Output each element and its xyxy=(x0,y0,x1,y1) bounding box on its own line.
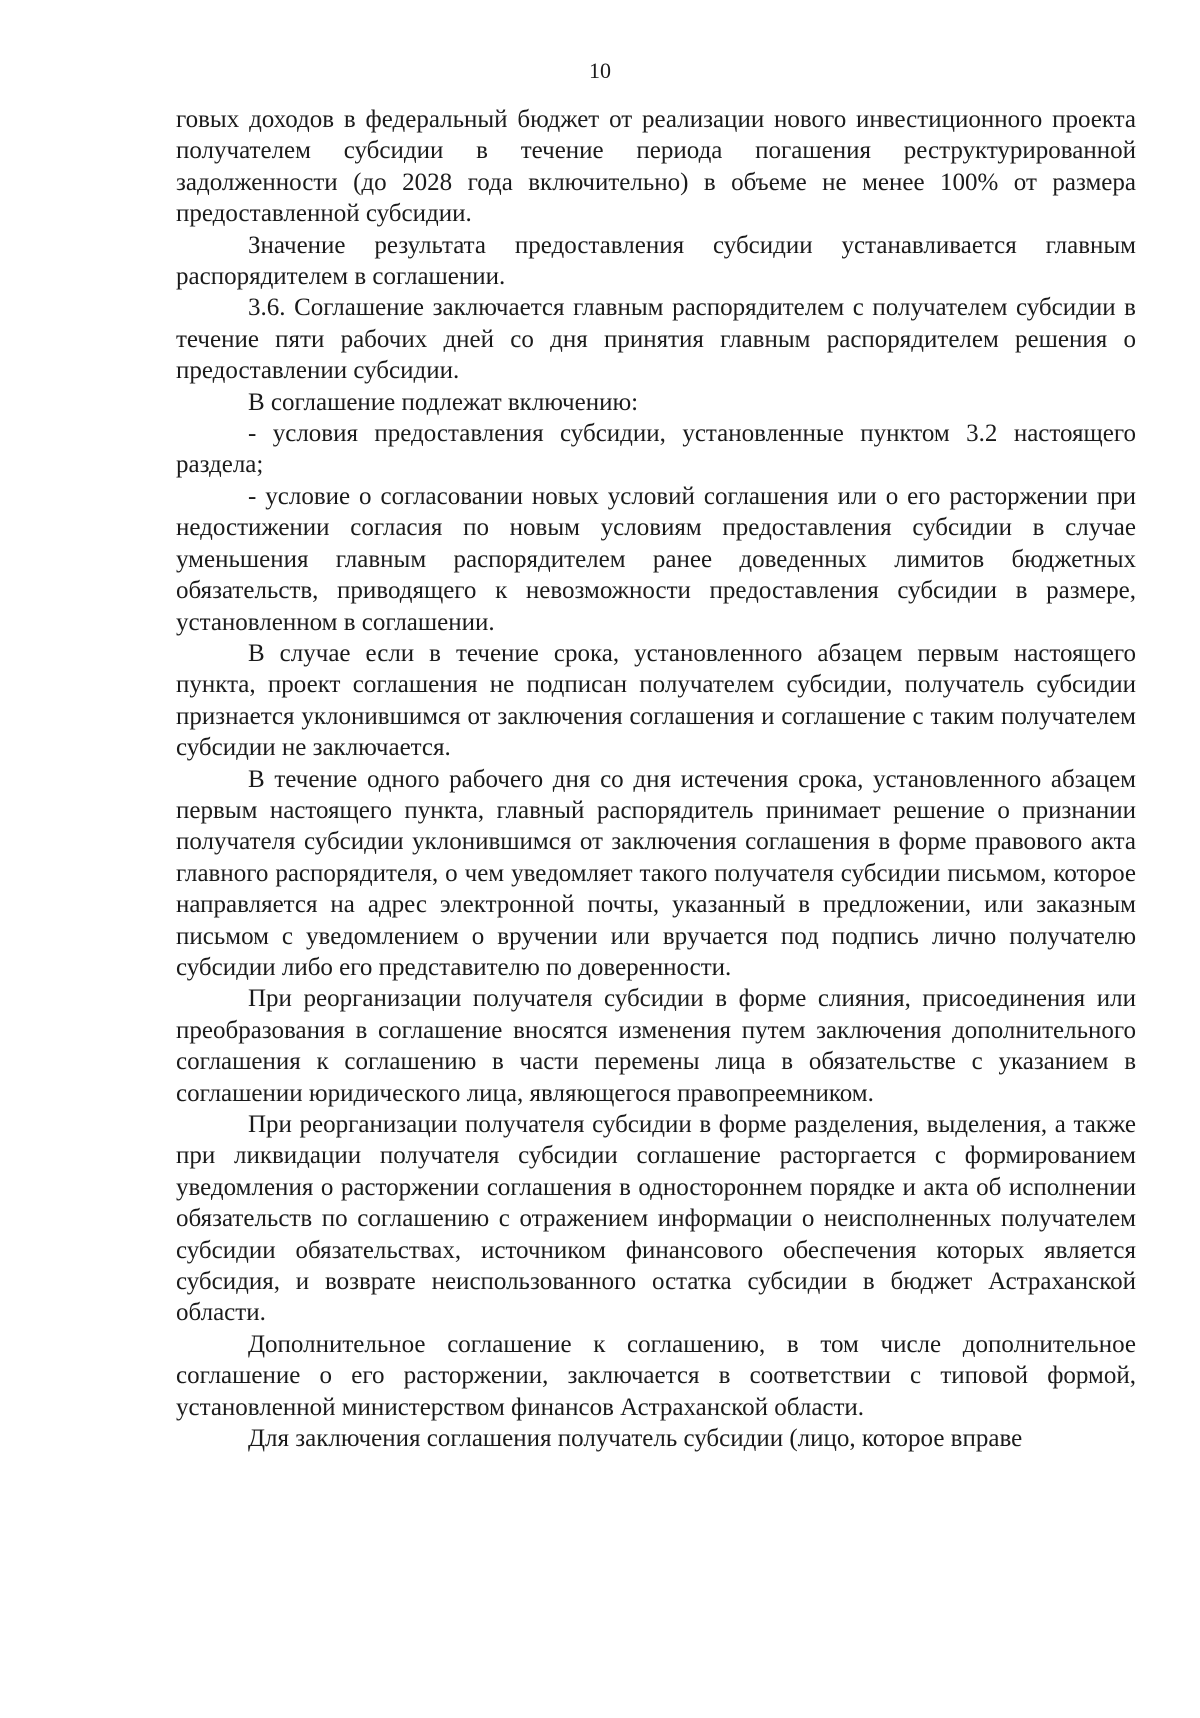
paragraph-conclusion-start: Для заключения соглашения получатель субсидии (лицо, которое вправе xyxy=(248,1425,1023,1453)
paragraph-additional-agreement: Дополнительное соглашение к соглашению, в том числе дополнительное соглашение о его расторжении, заключается в соответствии с типовой формой, установленной министерством финансов Астраханской области. xyxy=(176,1330,1136,1421)
paragraph-evasion-decision: В течение одного рабочего дня со дня истечения срока, установленного абзацем первым настоящего пункта, главный распорядитель принимает решение о признании получателя субсидии уклонившимся от заключения соглашения в форме правового акта главного распорядителя, о чем уведомляет такого получателя субсидии письмом, которое направляется на адрес электронной почты, указанный в предложении, или заказным письмом с уведомлением о вручении или вручается под подпись лично получателю субсидии либо его представителю по доверенности. xyxy=(176,765,1136,981)
paragraph-result-value: Значение результата предоставления субсидии устанавливается главным распорядителем в соглашении. xyxy=(176,231,1136,291)
paragraph-not-signed: В случае если в течение срока, установленного абзацем первым настоящего пункта, проект соглашения не подписан получателем субсидии, получатель субсидии признается уклонившимся от заключения соглашения и соглашение с таким получателем субсидии не заключается. xyxy=(176,639,1136,762)
paragraph-merger-reorganization: При реорганизации получателя субсидии в форме слияния, присоединения или преобразования в соглашение вносятся изменения путем заключения дополнительного соглашения к соглашению в части перемены лица в обязательстве с указанием в соглашении юридического лица, являющегося правопреемником. xyxy=(176,985,1136,1107)
list-item-renegotiation: - условие о согласовании новых условий соглашения или о его расторжении при недостижении согласия по новым условиям предоставления субсидии в случае уменьшения главным распорядителем ранее доведенных лимитов бюджетных обязательств, приводящего к невозможности предоставления субсидии в размере, установленном в соглашении. xyxy=(176,482,1136,636)
paragraph-division-liquidation: При реорганизации получателя субсидии в форме разделения, выделения, а также при ликвидации получателя субсидии соглашение расторгается с формированием уведомления о расторжении соглашения в одностороннем порядке и акта об исполнении обязательств по соглашению с отражением информации о неисполненных получателем субсидии обязательствах, источником финансового обеспечения которых является субсидия, и возврате неиспользованного остатка субсидии в бюджет Астраханской области. xyxy=(176,1111,1136,1327)
list-item-conditions: - условия предоставления субсидии, установленные пунктом 3.2 настоящего раздела; xyxy=(176,420,1136,479)
page-number: 10 xyxy=(589,58,611,83)
document-body xyxy=(176,104,1136,1454)
paragraph-agreement-includes: В соглашение подлежат включению: xyxy=(248,388,639,416)
paragraph-3-6: 3.6. Соглашение заключается главным распорядителем с получателем субсидии в течение пяти рабочих дней со дня принятия главным распорядителем решения о предоставлении субсидии. xyxy=(176,294,1136,385)
paragraph-continuation: говых доходов в федеральный бюджет от реализации нового инвестиционного проекта получателем субсидии в течение периода погашения реструктурированной задолженности (до 2028 года включительно) в объеме не менее 100% от размера предоставленной субсидии. xyxy=(176,106,1136,228)
